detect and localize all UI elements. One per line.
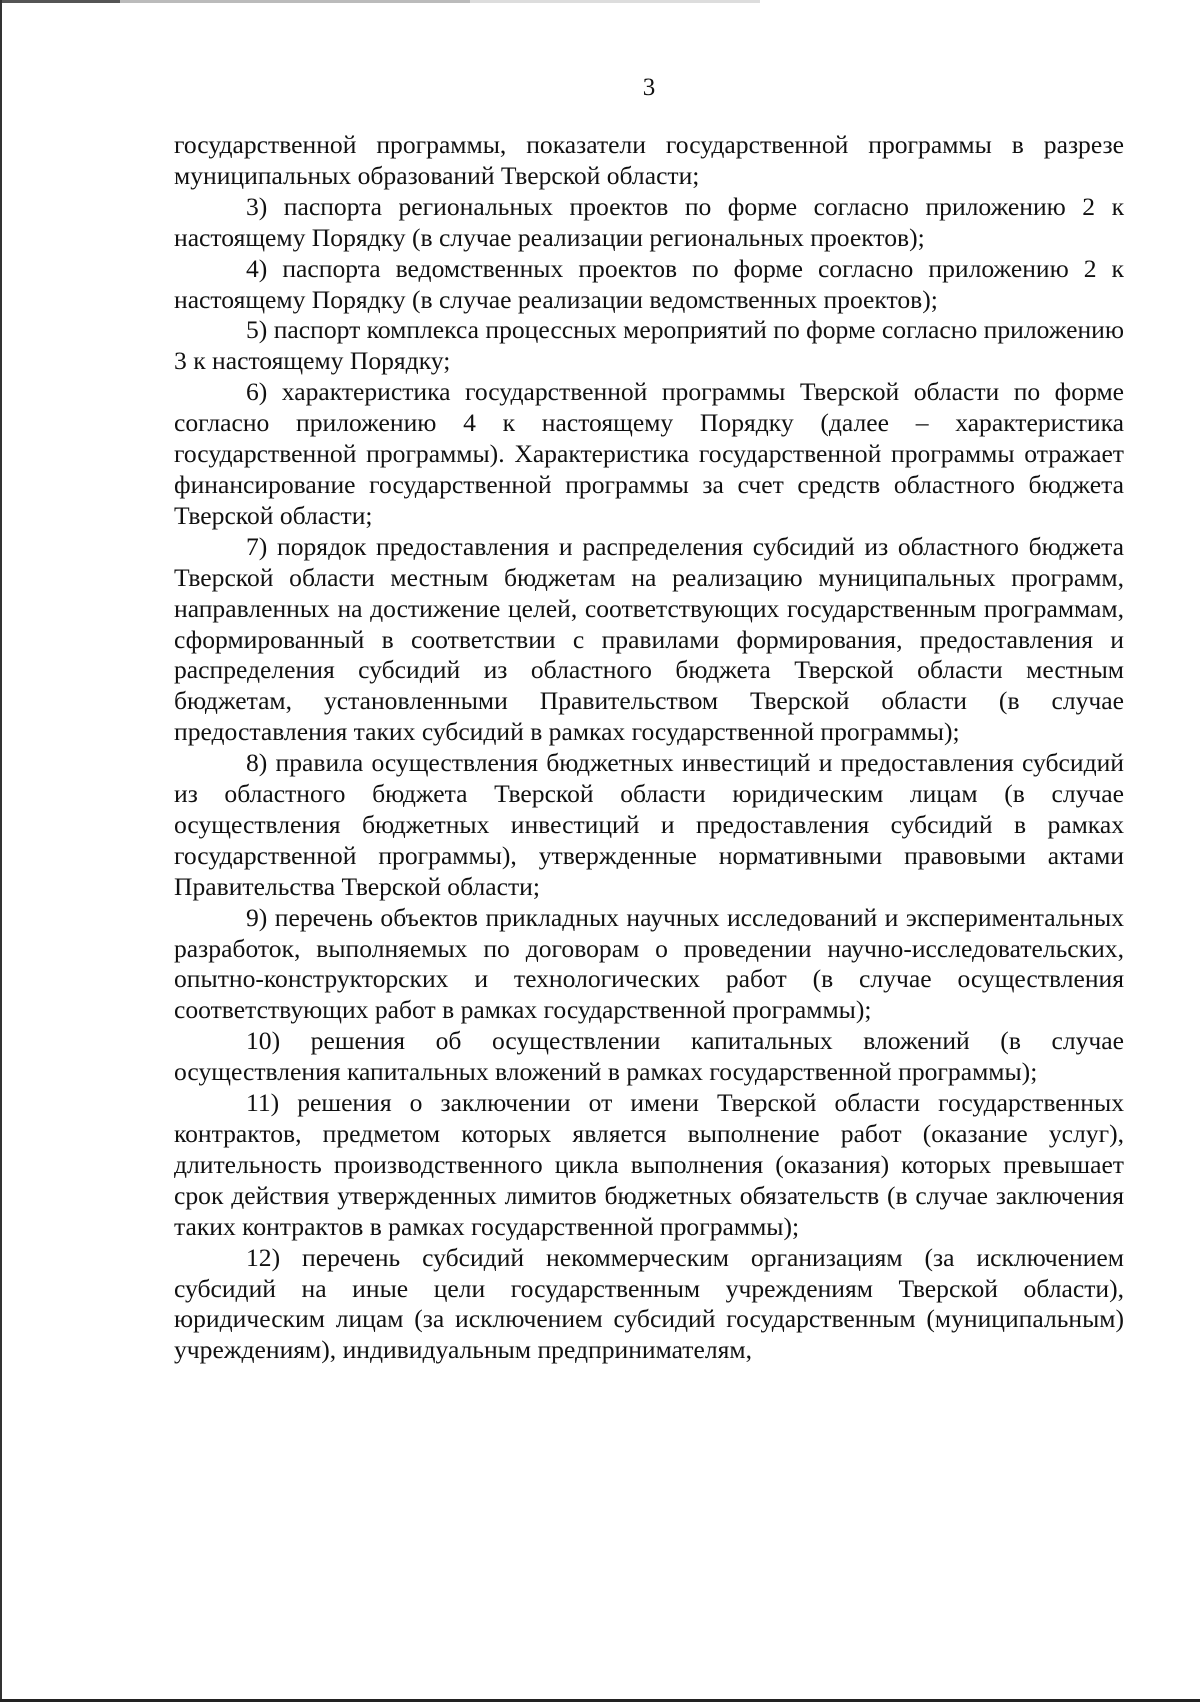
paragraph-item-12: 12) перечень субсидий некоммерческим организациям (за исключением субсидий на иные цели государственным учреждениям Тверской области), юридическим лицам (за исключением субсидий государственным (муниципальным) учреждениям), индивидуальным предпринимателям, <box>174 1242 1124 1365</box>
paragraph-continuation: государственной программы, показатели государственной программы в разрезе муниципальных образований Тверской области; <box>174 130 1124 190</box>
paragraph-item-3: 3) паспорта региональных проектов по форме согласно приложению 2 к настоящему Порядку (в случае реализации региональных проектов); <box>174 191 1124 252</box>
scan-edge-left <box>0 0 2 1702</box>
document-page <box>174 72 1124 1366</box>
paragraph-item-6: 6) характеристика государственной программы Тверской области по форме согласно приложению 4 к настоящему Порядку (далее – характеристика государственной программы). Характеристика государственной программы отражает финансирование государственной программы за счет средств областного бюджета Тверской области; <box>174 377 1124 530</box>
paragraph-item-8: 8) правила осуществления бюджетных инвестиций и предоставления субсидий из областного бюджета Тверской области юридическим лицам (в случае осуществления бюджетных инвестиций и предоставления субсидий в рамках государственной программы), утвержденные нормативными правовыми актами Правительства Тверской области; <box>174 748 1124 901</box>
paragraph-item-5: 5) паспорт комплекса процессных мероприятий по форме согласно приложению 3 к настоящему Порядку; <box>174 315 1124 376</box>
page-number: 3 <box>642 74 656 101</box>
scan-edge-top <box>0 0 1200 3</box>
paragraph-item-9: 9) перечень объектов прикладных научных исследований и экспериментальных разработок, выполняемых по договорам о проведении научно-исследовательских, опытно-конструкторских и технологических работ (в случае осуществления соответствующих работ в рамках государственной программы); <box>174 902 1124 1025</box>
paragraph-item-11: 11) решения о заключении от имени Тверской области государственных контрактов, предметом которых является выполнение работ (оказание услуг), длительность производственного цикла выполнения (оказания) которых превышает срок действия утвержденных лимитов бюджетных обязательств (в случае заключения таких контрактов в рамках государственной программы); <box>174 1088 1124 1241</box>
paragraph-item-7: 7) порядок предоставления и распределения субсидий из областного бюджета Тверской области местным бюджетам на реализацию муниципальных программ, направленных на достижение целей, соответствующих государственным программам, сформированный в соответствии с правилами формирования, предоставления и распределения субсидий из областного бюджета Тверской области местным бюджетам, установленными Правительством Тверской области (в случае предоставления таких субсидий в рамках государственной программы); <box>174 531 1124 747</box>
paragraph-item-4: 4) паспорта ведомственных проектов по форме согласно приложению 2 к настоящему Порядку (в случае реализации ведомственных проектов); <box>174 253 1124 314</box>
paragraph-item-10: 10) решения об осуществлении капитальных вложений (в случае осуществления капитальных вложений в рамках государственной программы); <box>174 1026 1124 1087</box>
